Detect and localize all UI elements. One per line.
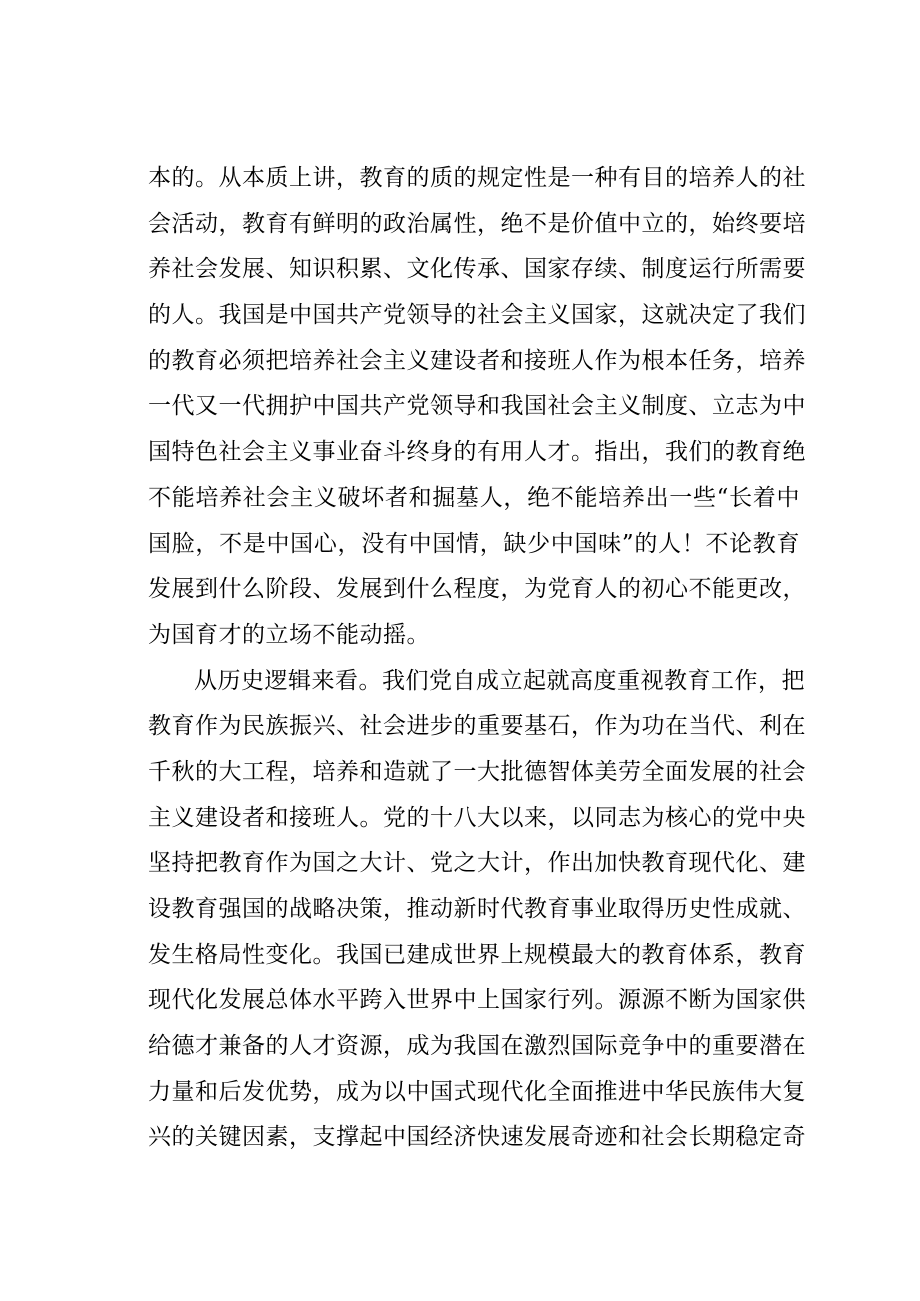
text-line: 坚持把教育作为国之大计、党之大计，作出加快教育现代化、建 [148,850,806,877]
text-line: 会活动，教育有鲜明的政治属性，绝不是价值中立的，始终要培 [148,210,806,237]
text-line: 不能培养社会主义破坏者和掘墓人，绝不能培养出一些“长着中 [148,484,800,511]
text-line: 养社会发展、知识积累、文化传承、国家存续、制度运行所需要 [148,256,806,283]
text-line: 的人。我国是中国共产党领导的社会主义国家，这就决定了我们 [148,302,806,329]
text-line: 设教育强国的战略决策，推动新时代教育事业取得历史性成就、 [148,896,806,922]
text-line: 发生格局性变化。我国已建成世界上规模最大的教育体系，教育 [148,941,806,968]
text-line: 的教育必须把培养社会主义建设者和接班人作为根本任务，培养 [148,347,806,374]
text-line: 力量和后发优势，成为以中国式现代化全面推进中华民族伟大复 [148,1078,806,1105]
text-line: 给德才兼备的人才资源，成为我国在激烈国际竞争中的重要潜在 [148,1033,806,1060]
text-line: 主义建设者和接班人。党的十八大以来，以同志为核心的党中央 [148,804,806,831]
paragraph-1 [148,156,806,659]
text-line: 国脸，不是中国心，没有中国情，缺少中国味”的人！不论教育 [148,530,800,557]
text-line: 兴的关键因素，支撑起中国经济快速发展奇迹和社会长期稳定奇 [148,1124,806,1151]
body-text [148,156,806,1161]
text-line: 一代又一代拥护中国共产党领导和我国社会主义制度、立志为中 [148,393,806,420]
text-line: 发展到什么阶段、发展到什么程度，为党育人的初心不能更改， [148,576,806,603]
text-line: 本的。从本质上讲，教育的质的规定性是一种有目的培养人的社 [148,165,806,191]
text-line: 教育作为民族振兴、社会进步的重要基石，作为功在当代、利在 [148,713,806,740]
text-line: 为国育才的立场不能动摇。 [148,621,430,648]
text-line: 从历史逻辑来看。我们党自成立起就高度重视教育工作，把 [194,667,805,694]
text-line: 国特色社会主义事业奋斗终身的有用人才。指出，我们的教育绝 [148,439,806,466]
text-line: 千秋的大工程，培养和造就了一大批德智体美劳全面发展的社会 [148,758,806,785]
text-line: 现代化发展总体水平跨入世界中上国家行列。源源不断为国家供 [148,987,806,1014]
paragraph-2 [148,659,806,1162]
